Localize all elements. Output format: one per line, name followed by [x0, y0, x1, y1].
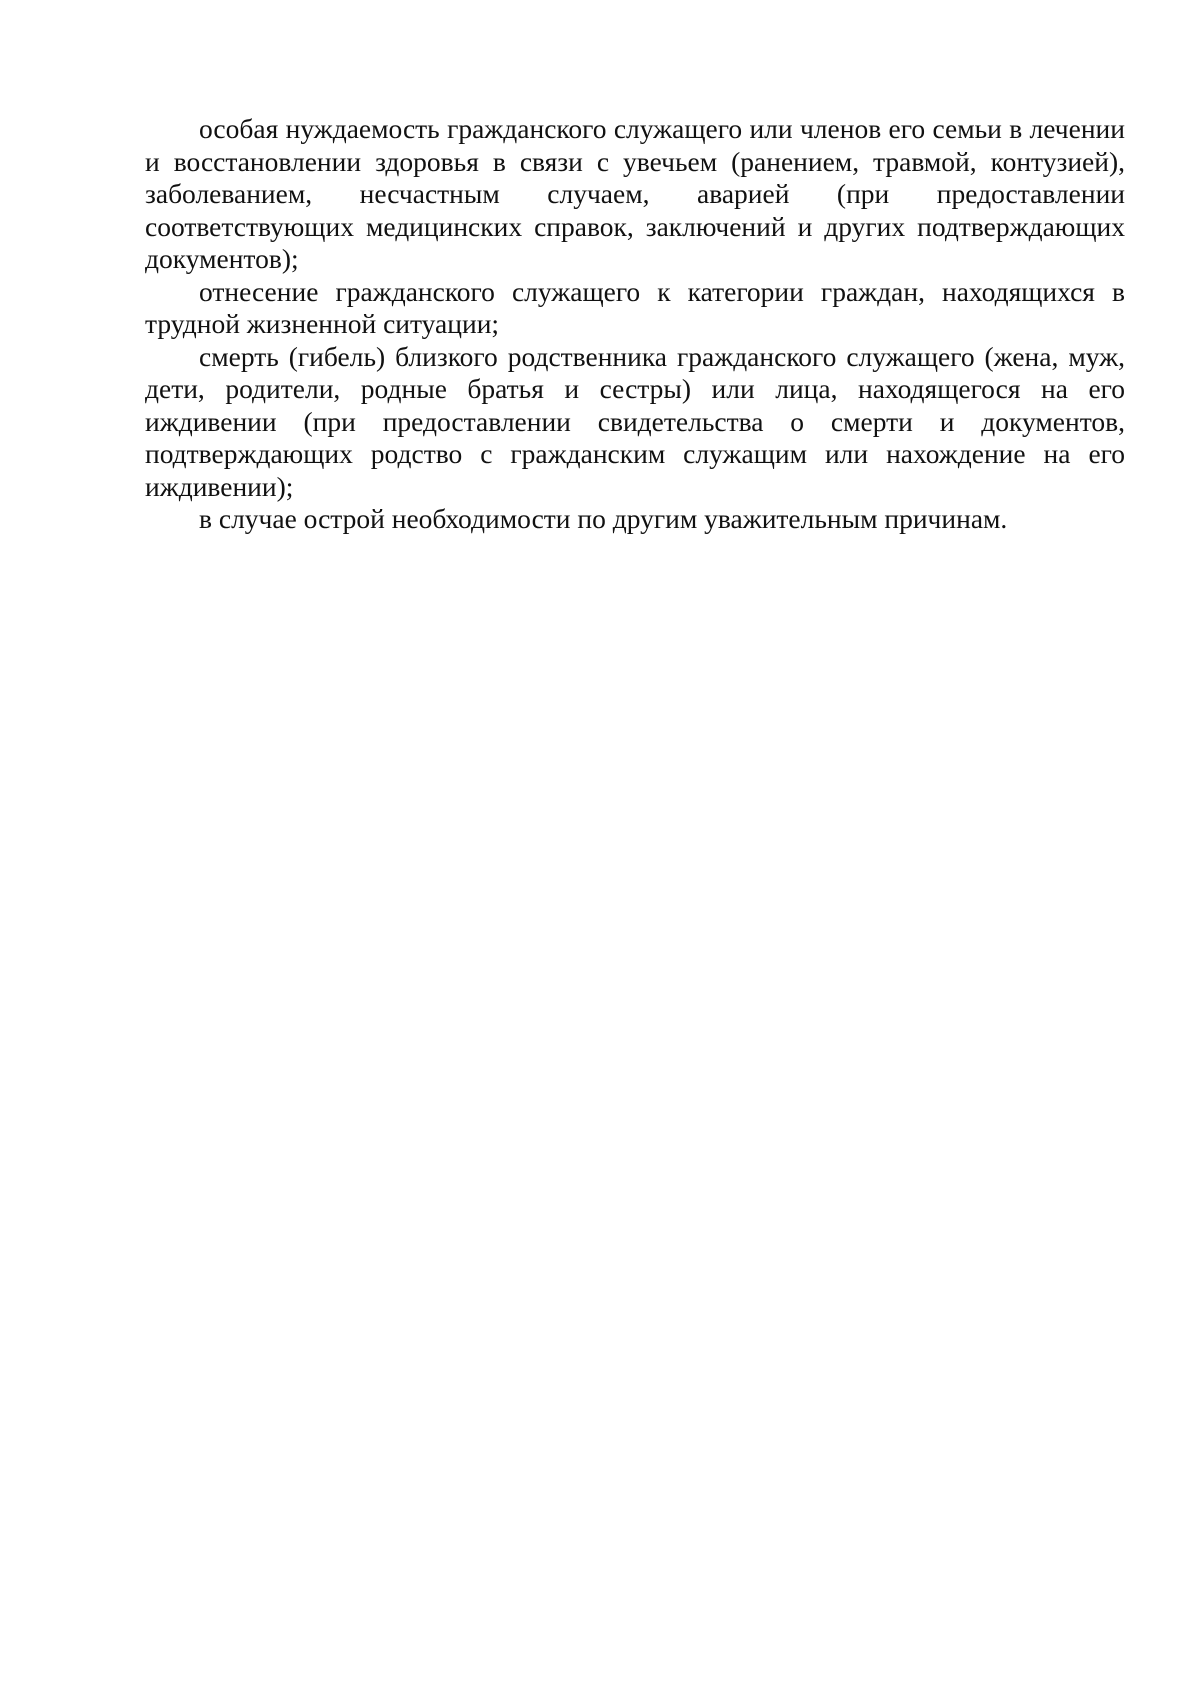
paragraph-medical-need: особая нуждаемость гражданского служащего или членов его семьи в лечении и восстановлении здоровья в связи с увечьем (ранением, травмой, контузией), заболеванием, несчастным случаем, аварией (при предоставлении соответствующих медицинских справок, заключений и других подтверждающих документов); [145, 113, 1125, 274]
paragraph-relative-death: смерть (гибель) близкого родственника гражданского служащего (жена, муж, дети, родители, родные братья и сестры) или лица, находящегося на его иждивении (при предоставлении свидетельства о смерти и документов, подтверждающих родство с гражданским служащим или нахождение на его иждивении); [145, 340, 1125, 502]
paragraph-other-reasons: в случае острой необходимости по другим уважительным причинам. [199, 503, 1008, 534]
document-body [145, 113, 1125, 536]
paragraph-difficult-situation: отнесение гражданского служащего к категории граждан, находящихся в трудной жизненной ситуации; [145, 275, 1125, 339]
